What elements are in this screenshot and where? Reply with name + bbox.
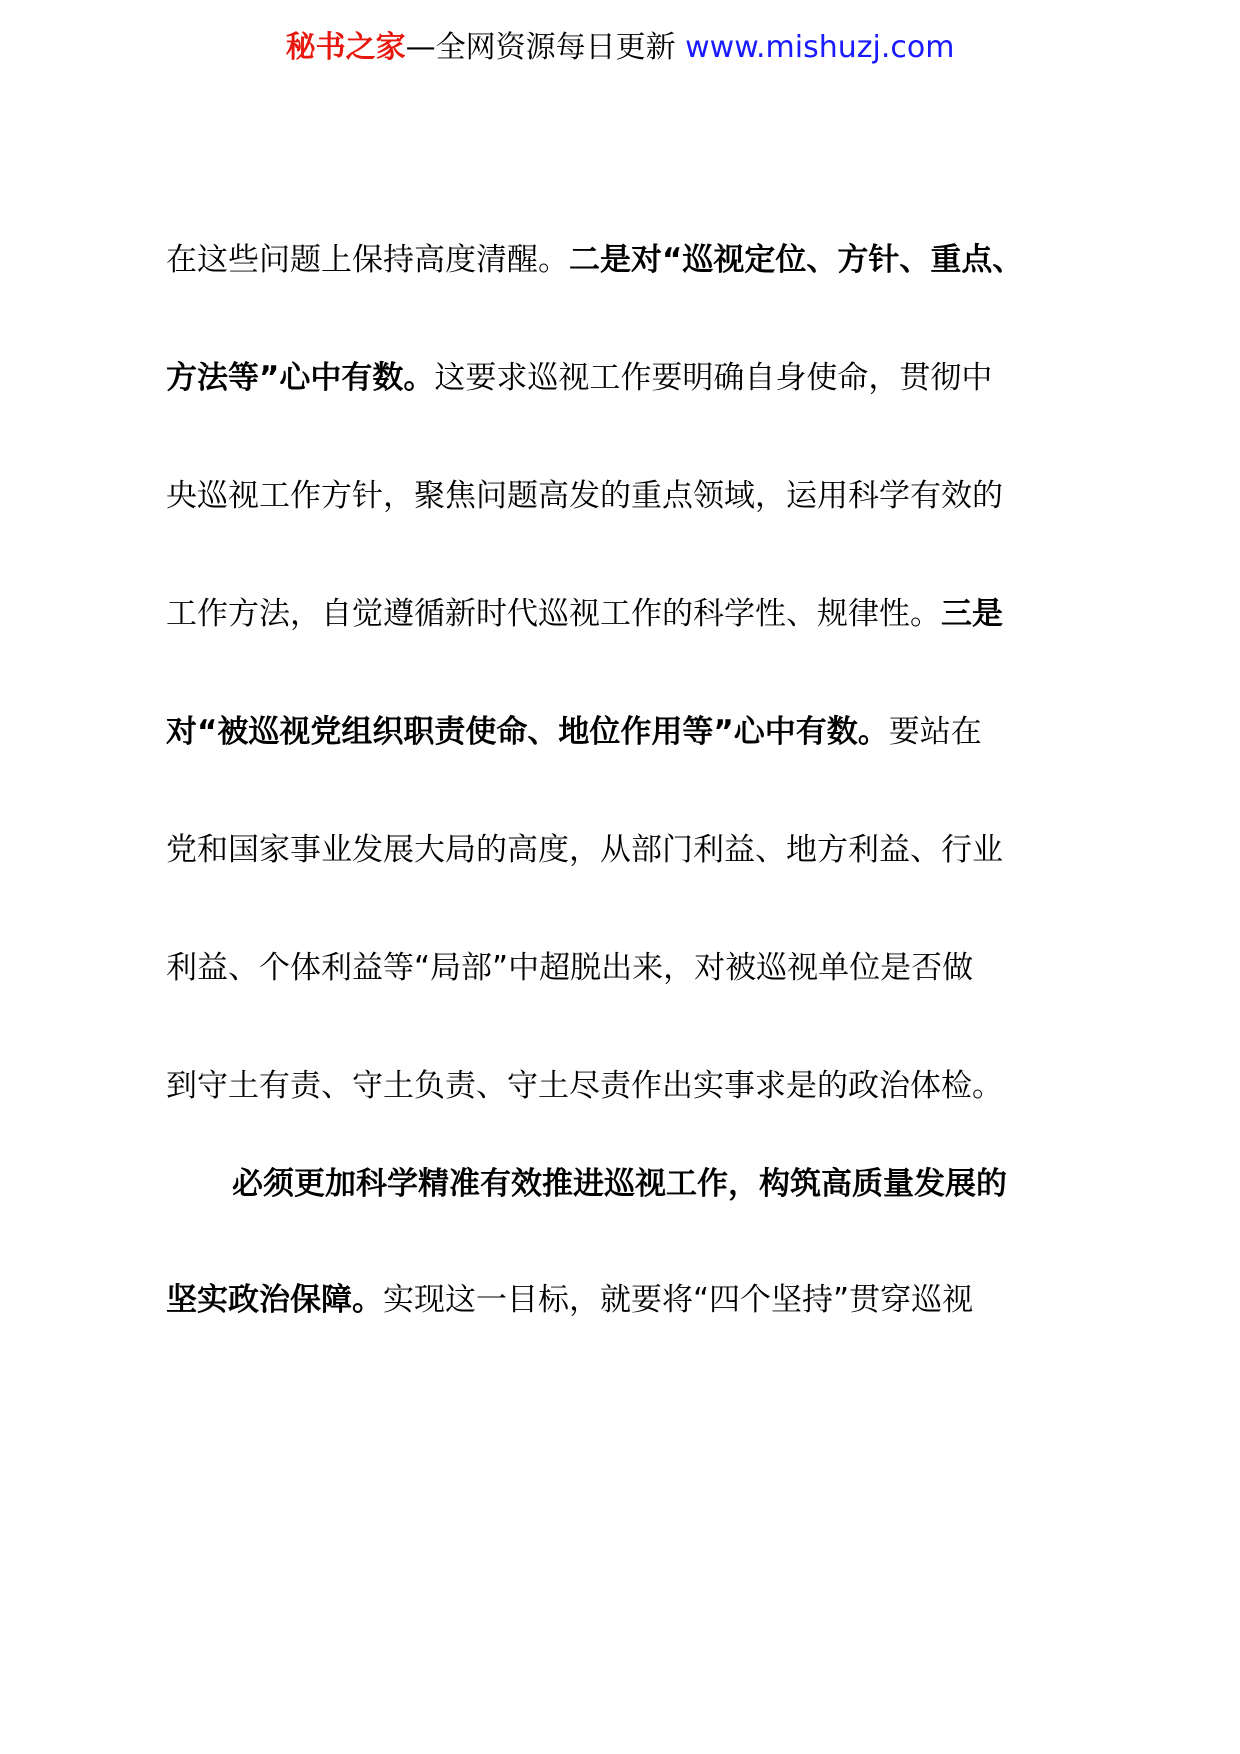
text-line xyxy=(166,1164,1007,1204)
site-tagline: —全网资源每日更新 xyxy=(405,30,686,65)
site-header xyxy=(0,28,1240,68)
bold-text-run: 方法等”心中有数。 xyxy=(166,360,435,396)
bold-text-run: 坚实政治保障。 xyxy=(166,1282,383,1318)
text-line xyxy=(166,358,992,398)
text-line xyxy=(166,1066,1003,1106)
bold-text-run: 对“被巡视党组织职责使命、地位作用等”心中有数。 xyxy=(166,714,889,750)
text-line xyxy=(166,476,1003,516)
text-run: 实现这一目标，就要将“四个坚持”贯穿巡视 xyxy=(383,1282,974,1318)
text-run: 要站在 xyxy=(888,714,982,750)
site-brand: 秘书之家 xyxy=(285,30,406,65)
text-run: 到守土有责、守土负责、守土尽责作出实事求是的政治体检。 xyxy=(166,1068,1003,1104)
text-run: 在这些问题上保持高度清醒。 xyxy=(166,242,569,278)
text-line xyxy=(166,1280,973,1320)
text-run: 央巡视工作方针，聚焦问题高发的重点领域，运用科学有效的 xyxy=(166,478,1003,514)
bold-text-run: 必须更加科学精准有效推进巡视工作，构筑高质量发展的 xyxy=(232,1166,1007,1202)
text-run: 党和国家事业发展大局的高度，从部门利益、地方利益、行业 xyxy=(166,832,1003,868)
text-line xyxy=(166,594,1003,634)
text-line xyxy=(166,712,982,752)
text-line xyxy=(166,830,1003,870)
bold-text-run: 三是 xyxy=(941,596,1003,632)
text-run: 这要求巡视工作要明确自身使命，贯彻中 xyxy=(434,360,993,396)
text-line xyxy=(166,240,1023,280)
bold-text-run: 二是对“巡视定位、方针、重点、 xyxy=(569,242,1024,278)
text-run: 工作方法，自觉遵循新时代巡视工作的科学性、规律性。 xyxy=(166,596,941,632)
site-url-link[interactable]: www.mishuzj.com xyxy=(685,30,955,65)
text-run: 利益、个体利益等“局部”中超脱出来，对被巡视单位是否做 xyxy=(166,950,974,986)
text-line xyxy=(166,948,973,988)
